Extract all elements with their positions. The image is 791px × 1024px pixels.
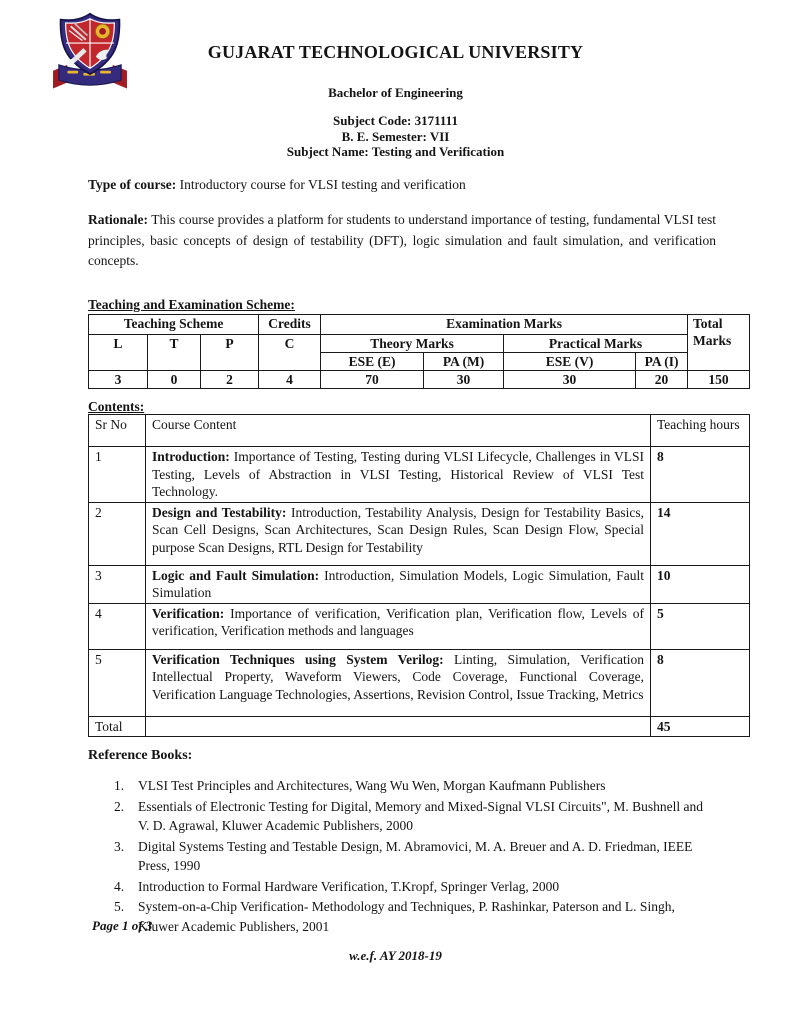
scheme-header-row-2	[89, 335, 750, 353]
semester-line: B. E. Semester: VII	[341, 128, 450, 144]
value-t: 0	[148, 371, 201, 389]
total-marks-header: Total Marks	[688, 315, 750, 371]
row-text: Importance of verification, Verification plan, Verification flow, Levels of verification, Verification methods and languages	[152, 605, 645, 638]
row-hours: 8	[651, 447, 750, 503]
row-sr: 3	[89, 565, 146, 603]
type-of-course-text: Introductory course for VLSI testing and verification	[179, 177, 466, 192]
table-row	[89, 502, 750, 565]
practical-marks-header: Practical Marks	[504, 335, 688, 353]
row-hours: 5	[651, 603, 750, 649]
list-item-number: 4.	[114, 878, 125, 894]
list-item	[114, 797, 706, 836]
row-text: Introduction, Testability Analysis, Design for Testability Basics, Scan Cell Designs, Scan Architectures, Scan Design Rules, Scan Design Flow, Special purpose Scan Designs, RTL Design for Testability	[152, 504, 645, 555]
row-sr: 2	[89, 502, 146, 565]
reference-books-heading: Reference Books:	[88, 748, 193, 763]
row-content	[146, 502, 651, 565]
total-label: Total	[89, 716, 146, 737]
list-item-number: 5.	[114, 899, 125, 914]
row-text: Introduction, Simulation Models, Logic Simulation, Fault Simulation	[152, 567, 645, 600]
row-text: Linting, Simulation, Verification Intellectual Property, Waveform Viewers, Code Coverage, Functional Coverage, Verification Language Technologies, Assertions, Revision Control, Issue Tracking, Metrics	[152, 651, 644, 702]
subject-name-line: Subject Name: Testing and Verification	[286, 144, 505, 159]
row-title: Verification:	[152, 605, 225, 621]
value-p: 2	[201, 371, 259, 389]
row-text: Importance of Testing, Testing during VLSI Lifecycle, Challenges in VLSI Testing, Levels of Abstraction in VLSI Testing, Historical Review of VLSI Test Technology.	[152, 449, 644, 499]
list-item-text: Introduction to Formal Hardware Verification, T.Kropf, Springer Verlag, 2000	[138, 878, 560, 894]
rationale-label: Rationale:	[88, 212, 148, 227]
reference-list	[114, 776, 706, 937]
table-row	[89, 603, 750, 649]
total-spacer	[146, 716, 651, 737]
effective-date: w.e.f. AY 2018-19	[349, 948, 442, 963]
row-content	[146, 603, 651, 649]
col-c: C	[259, 335, 321, 371]
theory-marks-header: Theory Marks	[321, 335, 504, 353]
col-sr-no: Sr No	[89, 415, 146, 447]
row-sr: 1	[89, 447, 146, 503]
scheme-values-row	[89, 371, 750, 389]
subject-block	[0, 113, 791, 160]
value-c: 4	[259, 371, 321, 389]
col-p: P	[201, 335, 259, 371]
scheme-heading: Teaching and Examination Scheme:	[88, 297, 295, 312]
page-number: Page 1 of 3	[92, 918, 153, 933]
contents-heading: Contents:	[88, 399, 145, 414]
type-of-course	[88, 177, 728, 193]
list-item-text: Essentials of Electronic Testing for Digital, Memory and Mixed-Signal VLSI Circuits", M. Bushnell and V. D. Agrawal, Kluwer Academic Publishers, 2000	[138, 798, 703, 833]
row-hours: 10	[651, 565, 750, 603]
col-t: T	[148, 335, 201, 371]
list-item-number: 3.	[114, 838, 125, 854]
contents-header-row	[89, 415, 750, 447]
ese-v-header: ESE (V)	[504, 353, 636, 371]
pa-m-header: PA (M)	[424, 353, 504, 371]
teaching-scheme-header: Teaching Scheme	[89, 315, 259, 335]
row-content	[146, 447, 651, 503]
row-title: Logic and Fault Simulation:	[152, 567, 320, 583]
list-item	[114, 877, 706, 897]
list-item	[114, 776, 706, 796]
row-content	[146, 565, 651, 603]
col-l: L	[89, 335, 148, 371]
pa-i-header: PA (I)	[636, 353, 688, 371]
list-item-text: Digital Systems Testing and Testable Design, M. Abramovici, M. A. Breuer and A. D. Friedman, IEEE Press, 1990	[138, 838, 693, 873]
row-hours: 8	[651, 649, 750, 716]
row-sr: 4	[89, 603, 146, 649]
total-hours: 45	[651, 716, 750, 737]
row-sr: 5	[89, 649, 146, 716]
list-item-number: 2.	[114, 798, 125, 814]
list-item-text: System-on-a-Chip Verification- Methodology and Techniques, P. Rashinkar, Paterson and L. Singh, Kluwer Academic Publishers, 2001	[138, 899, 675, 934]
list-item-text: VLSI Test Principles and Architectures, Wang Wu Wen, Morgan Kaufmann Publishers	[138, 778, 606, 793]
value-l: 3	[89, 371, 148, 389]
table-row	[89, 447, 750, 503]
row-hours: 14	[651, 502, 750, 565]
value-pa-i: 20	[636, 371, 688, 389]
examination-marks-header: Examination Marks	[321, 315, 688, 335]
value-total: 150	[688, 371, 750, 389]
page-title: GUJARAT TECHNOLOGICAL UNIVERSITY	[207, 42, 584, 62]
subject-code-line: Subject Code: 3171111	[333, 113, 458, 128]
row-title: Design and Testability:	[152, 504, 287, 520]
list-item	[114, 897, 706, 936]
ese-e-header: ESE (E)	[321, 353, 424, 371]
contents-table	[88, 414, 750, 737]
type-of-course-label: Type of course:	[88, 177, 177, 192]
col-course-content: Course Content	[146, 415, 651, 447]
degree-subtitle: Bachelor of Engineering	[328, 85, 463, 100]
row-title: Verification Techniques using System Verilog:	[152, 651, 444, 667]
scheme-table	[88, 314, 750, 389]
list-item	[114, 837, 706, 876]
contents-total-row	[89, 716, 750, 737]
value-ese-v: 30	[504, 371, 636, 389]
value-ese-e: 70	[321, 371, 424, 389]
scheme-header-row-1	[89, 315, 750, 335]
rationale-text: This course provides a platform for students to understand importance of testing, fundamental VLSI test principles, basic concepts of design of testability (DFT), logic simulation and fault simulation, and verification concepts.	[88, 212, 716, 268]
credits-header: Credits	[259, 315, 321, 335]
value-pa-m: 30	[424, 371, 504, 389]
row-content	[146, 649, 651, 716]
list-item-number: 1.	[114, 778, 125, 793]
rationale	[88, 210, 716, 272]
row-title: Introduction:	[152, 449, 230, 464]
table-row	[89, 649, 750, 716]
col-teaching-hours: Teaching hours	[651, 415, 750, 447]
table-row	[89, 565, 750, 603]
